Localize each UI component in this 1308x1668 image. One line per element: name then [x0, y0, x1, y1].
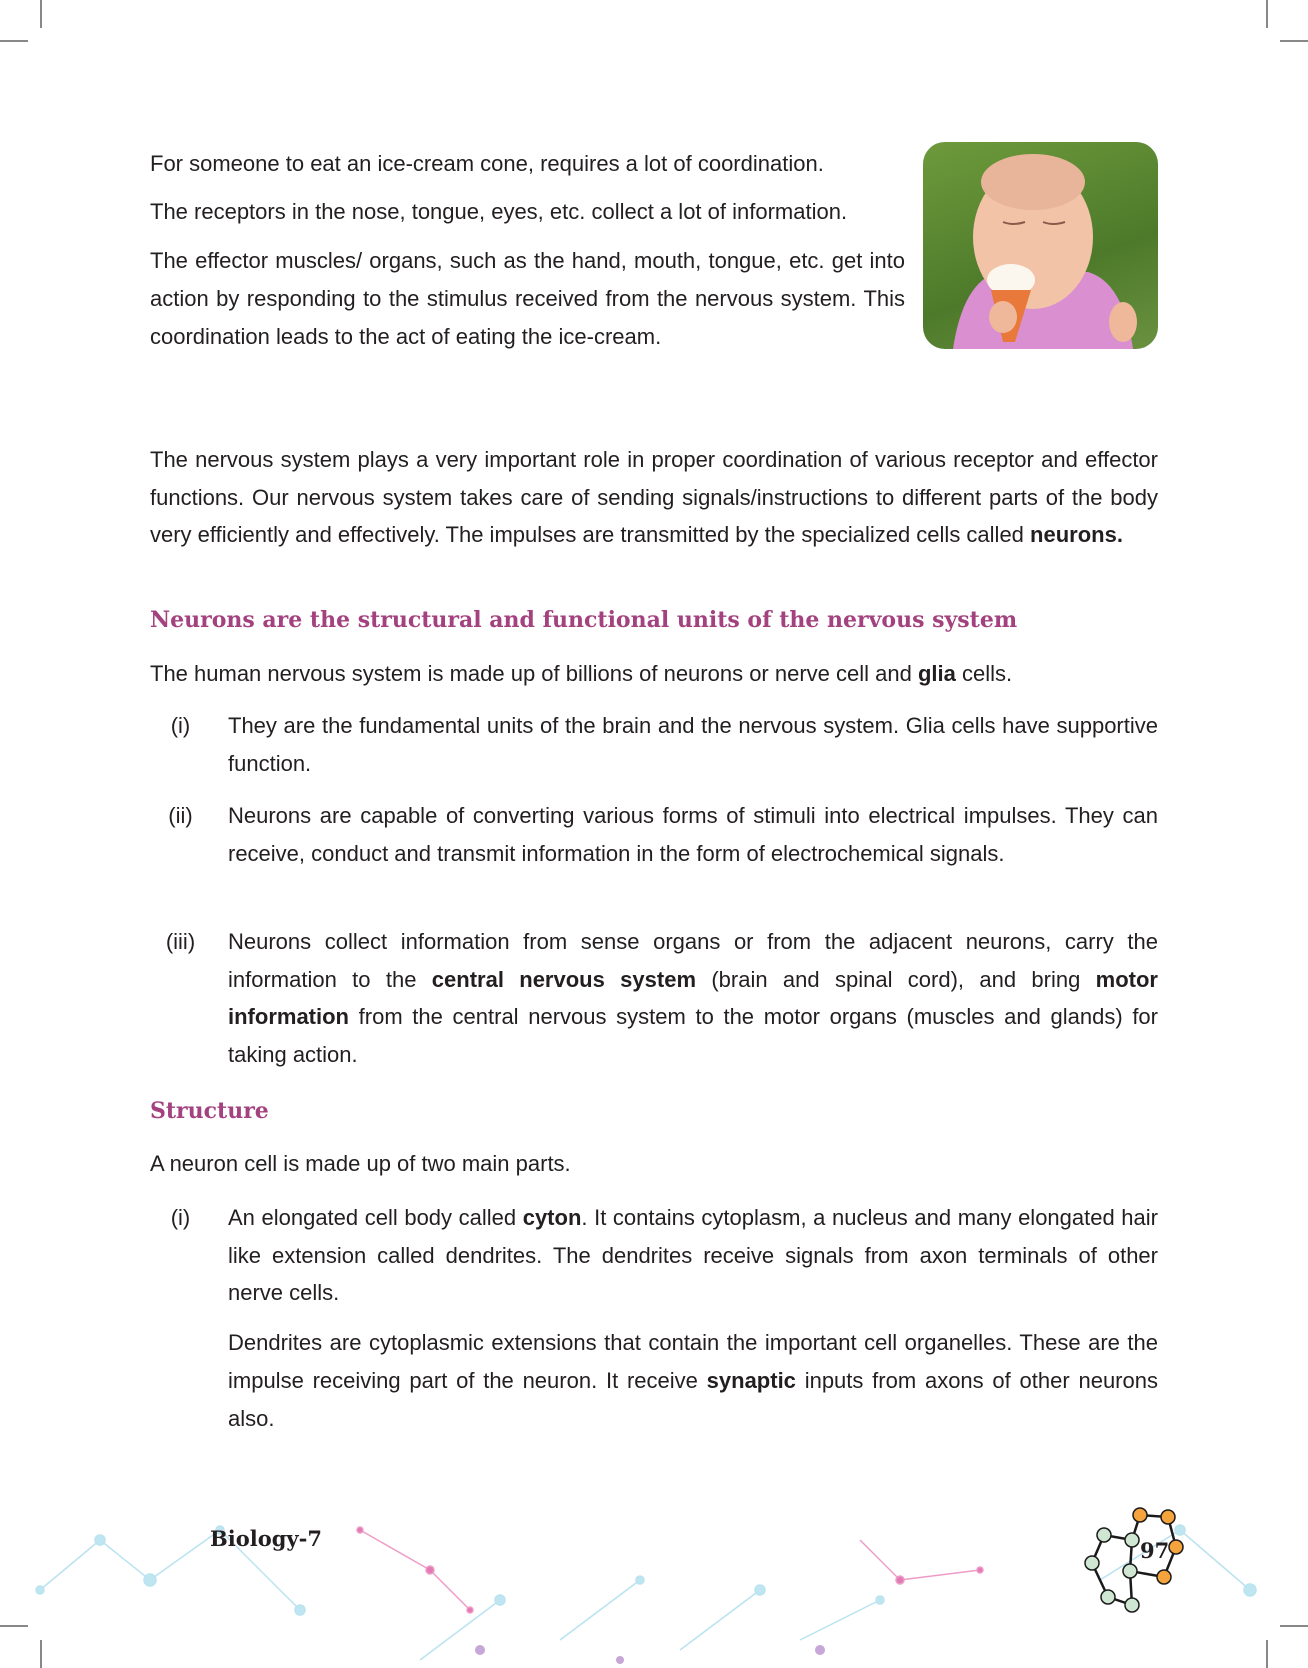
intro-text — [150, 145, 905, 356]
crop-mark — [1266, 0, 1268, 28]
list-item — [150, 707, 1158, 782]
bold-term: motor information — [228, 966, 1158, 1030]
hexagon-molecule-icon — [1050, 1505, 1200, 1635]
paragraph-human-nervous-system — [150, 655, 1158, 693]
text: An elongated cell body called — [228, 1205, 523, 1230]
text: (brain and spinal cord), and bring — [696, 966, 1096, 992]
crop-mark — [0, 40, 28, 42]
text: inputs from axons of other neurons also. — [228, 1367, 1158, 1431]
paragraph: The effector muscles/ organs, such as the hand, mouth, tongue, etc. get into action by responding to the stimulus received from the nervous system. This coordination leads to the act of eating the ice-cream. — [150, 248, 905, 349]
text: Dendrites are cytoplasmic extensions that contain the important cell organelles. These are the impulse receiving part of the neuron. It receive — [228, 1330, 1158, 1393]
bold-term: synaptic — [706, 1367, 796, 1393]
page-number: 97 — [1140, 1538, 1170, 1563]
list-number: (iii) — [165, 929, 196, 954]
paragraph: For someone to eat an ice-cream cone, requires a lot of coordination. — [150, 151, 824, 176]
paragraph-text: A neuron cell is made up of two main parts. — [150, 1151, 571, 1176]
list-text: They are the fundamental units of the brain and the nervous system. Glia cells have supportive function. — [228, 713, 1158, 776]
text: . It contains cytoplasm, a nucleus and many elongated hair like extension called dendrites. The dendrites receive signals from axon terminals of other nerve cells. — [228, 1205, 1158, 1306]
bold-term: glia — [917, 661, 956, 686]
paragraph-neuron-parts — [150, 1145, 1158, 1183]
footer-book-title: Biology-7 — [210, 1526, 322, 1551]
list-number: (ii) — [168, 803, 193, 828]
bold-term: central nervous system — [431, 966, 697, 992]
text: Neurons collect information from sense organs or from the adjacent neurons, carry the information to the — [228, 929, 1158, 992]
crop-mark — [1280, 40, 1308, 42]
list-text — [228, 923, 1158, 1074]
baby-eating-ice-cream-photo — [923, 142, 1158, 349]
paragraph-text: cells. — [955, 661, 1013, 686]
section-heading-neurons: Neurons are the structural and functional units of the nervous system — [150, 607, 1018, 633]
paragraph-text: The nervous system plays a very important role in proper coordination of various receptor and effector functions. Our nervous system takes care of sending signals/instructions to different parts of the body very efficiently and effectively. The impulses are transmitted by the specialized cells called — [150, 447, 1158, 548]
list-item — [150, 797, 1158, 872]
list-number: (i) — [170, 713, 191, 738]
list-text — [228, 1324, 1158, 1437]
list-item — [150, 923, 1158, 1074]
paragraph: The receptors in the nose, tongue, eyes, etc. collect a lot of information. — [150, 198, 848, 224]
list-item — [150, 1199, 1158, 1437]
list-text: Neurons are capable of converting various forms of stimuli into electrical impulses. They can receive, conduct and transmit information in the form of electrochemical signals. — [228, 803, 1158, 866]
section-heading-structure: Structure — [150, 1098, 269, 1124]
text: from the central nervous system to the motor organs (muscles and glands) for taking action. — [228, 1004, 1158, 1068]
list-number: (i) — [170, 1205, 191, 1230]
bold-term: cyton — [522, 1205, 582, 1230]
crop-mark — [40, 0, 42, 28]
list-text — [228, 1199, 1158, 1312]
paragraph-nervous-system — [150, 441, 1158, 554]
paragraph-text: The human nervous system is made up of billions of neurons or nerve cell and — [150, 661, 918, 686]
bold-term: neurons. — [1030, 522, 1123, 548]
